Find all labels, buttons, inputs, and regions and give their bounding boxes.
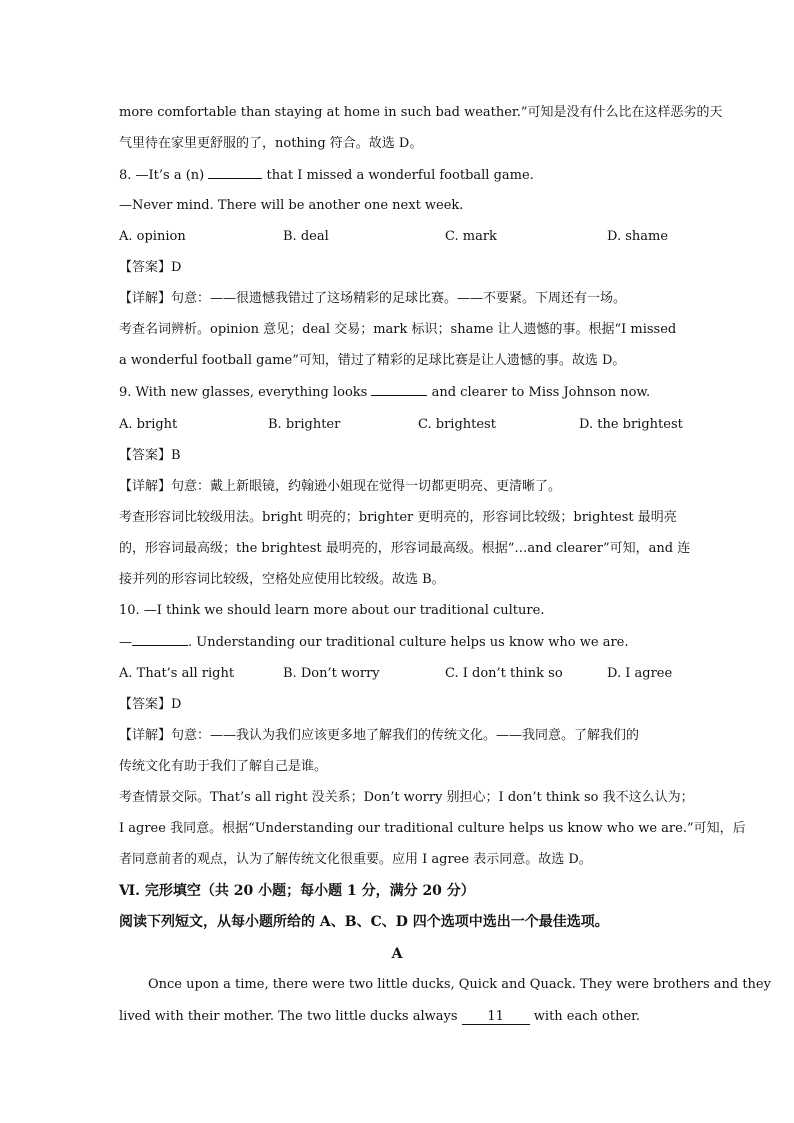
passage-label: A <box>391 946 403 962</box>
passage-part: lived with their mother. The two little ducks always <box>119 1009 458 1024</box>
section-title: Ⅵ. 完形填空（共 20 小题；每小题 1 分，满分 20 分） <box>119 883 475 899</box>
explanation-line: 传统文化有助于我们了解自己是谁。 <box>119 759 328 774</box>
question-8-reply: —Never mind. There will be another one next week. <box>119 198 464 213</box>
explanation-line: 【详解】句意：——我认为我们应该更多地了解我们的传统文化。——我同意。了解我们的 <box>119 728 640 743</box>
explanation-line: 接并列的形容词比较级，空格处应使用比较级。故选 B。 <box>119 572 445 587</box>
explanation-line: 考查情景交际。That’s all right 没关系；Don’t worry 别担心；I don’t think so 我不这么认为； <box>119 790 694 805</box>
blank-number: 11 <box>487 1009 504 1024</box>
question-10-reply <box>119 633 629 652</box>
stem-part: that I missed a wonderful football game. <box>266 168 534 183</box>
option-b: B. Don’t worry <box>283 666 380 681</box>
answer-label: 【答案】D <box>119 697 182 712</box>
stem-part: 8. —It’s a (n) <box>119 168 205 183</box>
explanation-line: 考查名词辨析。opinion 意见；deal 交易；mark 标识；shame 让人遗憾的事。根据“I missed <box>119 322 677 337</box>
passage-line <box>119 1008 640 1026</box>
option-c: C. mark <box>445 229 497 244</box>
option-c: C. I don’t think so <box>445 666 563 681</box>
cloze-blank-11 <box>462 1008 530 1025</box>
explanation-line: I agree 我同意。根据“Understanding our traditional culture helps us know who we are.”可知，后 <box>119 821 746 836</box>
option-b: B. brighter <box>268 417 341 432</box>
stem-part: 9. With new glasses, everything looks <box>119 385 368 400</box>
explanation-line: 【详解】句意：——很遗憾我错过了这场精彩的足球比赛。——不要紧。下周还有一场。 <box>119 291 627 306</box>
text-line: more comfortable than staying at home in such bad weather.”可知是没有什么比在这样恶劣的天 <box>119 105 723 120</box>
option-a: A. bright <box>119 417 178 432</box>
option-b: B. deal <box>283 229 329 244</box>
explanation-line: 的，形容词最高级；the brightest 最明亮的，形容词最高级。根据“…and clearer”可知，and 连 <box>119 541 691 556</box>
explanation-line: 者同意前者的观点，认为了解传统文化很重要。应用 I agree 表示同意。故选 D。 <box>119 852 592 867</box>
stem-part: and clearer to Miss Johnson now. <box>431 385 651 400</box>
answer-blank <box>208 166 262 179</box>
passage-line: Once upon a time, there were two little ducks, Quick and Quack. They were brothers and they <box>148 977 771 992</box>
stem-part: — <box>119 635 132 650</box>
explanation-line: 【详解】句意：戴上新眼镜，约翰逊小姐现在觉得一切都更明亮、更清晰了。 <box>119 479 562 494</box>
option-d: D. I agree <box>607 666 673 681</box>
answer-blank <box>132 633 188 646</box>
answer-blank <box>371 383 427 396</box>
option-a: A. That’s all right <box>119 666 235 681</box>
question-9-stem <box>119 383 650 402</box>
option-a: A. opinion <box>119 229 186 244</box>
question-10-stem: 10. —I think we should learn more about our traditional culture. <box>119 603 545 618</box>
stem-part: . Understanding our traditional culture helps us know who we are. <box>188 635 629 650</box>
option-d: D. shame <box>607 229 669 244</box>
answer-label: 【答案】D <box>119 260 182 275</box>
explanation-line: a wonderful football game”可知，错过了精彩的足球比赛是让人遗憾的事。故选 D。 <box>119 353 626 368</box>
answer-label: 【答案】B <box>119 448 181 463</box>
explanation-line: 考查形容词比较级用法。bright 明亮的；brighter 更明亮的，形容词比较级；brightest 最明亮 <box>119 510 677 525</box>
section-instructions: 阅读下列短文，从每小题所给的 A、B、C、D 四个选项中选出一个最佳选项。 <box>119 914 609 930</box>
question-8-stem <box>119 166 534 185</box>
option-d: D. the brightest <box>579 417 683 432</box>
text-line: 气里待在家里更舒服的了，nothing 符合。故选 D。 <box>119 136 423 151</box>
option-c: C. brightest <box>418 417 496 432</box>
passage-part: with each other. <box>533 1009 641 1024</box>
